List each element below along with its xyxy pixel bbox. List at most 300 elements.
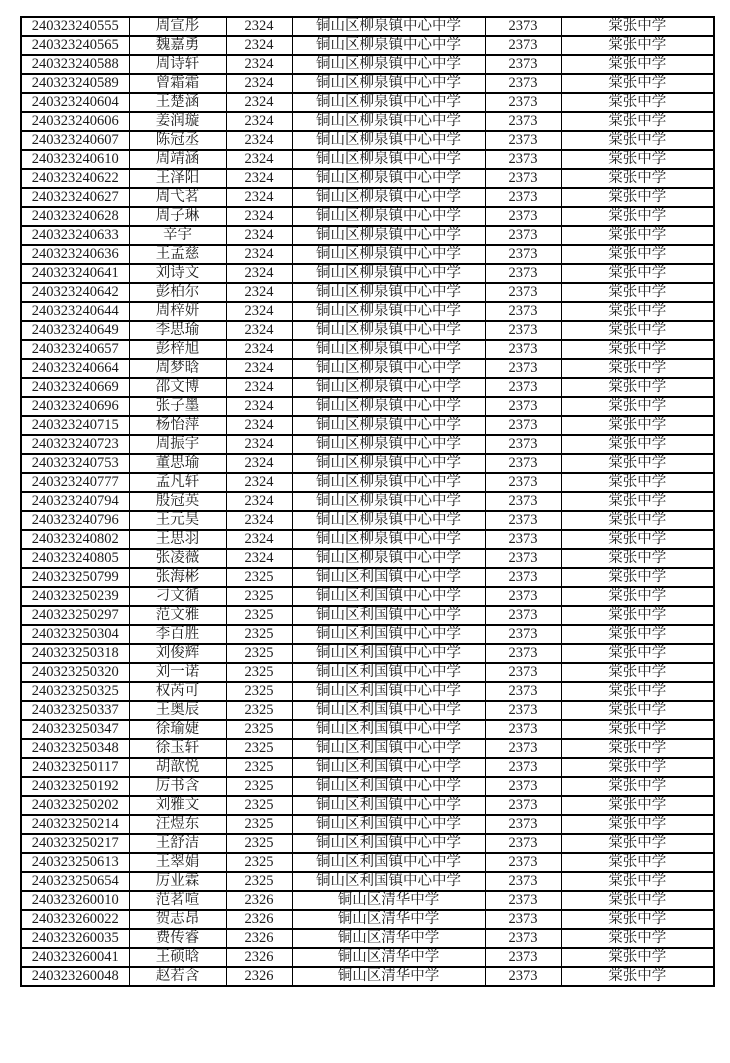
student-name-cell: 权芮可: [129, 682, 226, 701]
assigned-school-name-cell: 棠张中学: [561, 720, 714, 739]
origin-school-code-cell: 2325: [226, 568, 292, 587]
student-id-cell: 240323250304: [21, 625, 129, 644]
assigned-school-name-cell: 棠张中学: [561, 682, 714, 701]
origin-school-code-cell: 2325: [226, 682, 292, 701]
origin-school-name-cell: 铜山区柳泉镇中心中学: [292, 321, 485, 340]
assigned-school-name-cell: 棠张中学: [561, 891, 714, 910]
origin-school-name-cell: 铜山区柳泉镇中心中学: [292, 188, 485, 207]
student-name-cell: 周振宇: [129, 435, 226, 454]
student-name-cell: 王孟慈: [129, 245, 226, 264]
origin-school-name-cell: 铜山区柳泉镇中心中学: [292, 112, 485, 131]
origin-school-code-cell: 2325: [226, 796, 292, 815]
student-id-cell: 240323240555: [21, 17, 129, 36]
student-name-cell: 孟凡轩: [129, 473, 226, 492]
origin-school-code-cell: 2326: [226, 910, 292, 929]
origin-school-code-cell: 2325: [226, 606, 292, 625]
assigned-school-code-cell: 2373: [485, 435, 561, 454]
assigned-school-name-cell: 棠张中学: [561, 264, 714, 283]
student-id-cell: 240323240633: [21, 226, 129, 245]
origin-school-code-cell: 2324: [226, 169, 292, 188]
assigned-school-code-cell: 2373: [485, 226, 561, 245]
student-name-cell: 费传睿: [129, 929, 226, 948]
table-row: [21, 891, 714, 910]
origin-school-name-cell: 铜山区柳泉镇中心中学: [292, 397, 485, 416]
assigned-school-code-cell: 2373: [485, 169, 561, 188]
student-id-cell: 240323240802: [21, 530, 129, 549]
assigned-school-code-cell: 2373: [485, 188, 561, 207]
origin-school-code-cell: 2326: [226, 929, 292, 948]
student-name-cell: 刘雅文: [129, 796, 226, 815]
origin-school-code-cell: 2324: [226, 245, 292, 264]
assigned-school-code-cell: 2373: [485, 682, 561, 701]
assigned-school-code-cell: 2373: [485, 739, 561, 758]
origin-school-name-cell: 铜山区柳泉镇中心中学: [292, 340, 485, 359]
origin-school-code-cell: 2324: [226, 226, 292, 245]
student-name-cell: 殷冠英: [129, 492, 226, 511]
student-id-cell: 240323240607: [21, 131, 129, 150]
origin-school-code-cell: 2326: [226, 967, 292, 986]
origin-school-name-cell: 铜山区柳泉镇中心中学: [292, 378, 485, 397]
student-id-cell: 240323240794: [21, 492, 129, 511]
student-name-cell: 周宣彤: [129, 17, 226, 36]
assigned-school-name-cell: 棠张中学: [561, 834, 714, 853]
origin-school-name-cell: 铜山区清华中学: [292, 948, 485, 967]
origin-school-name-cell: 铜山区柳泉镇中心中学: [292, 36, 485, 55]
origin-school-code-cell: 2324: [226, 302, 292, 321]
student-name-cell: 范文雅: [129, 606, 226, 625]
origin-school-code-cell: 2324: [226, 359, 292, 378]
student-name-cell: 李思瑜: [129, 321, 226, 340]
student-name-cell: 张凌薇: [129, 549, 226, 568]
table-row: [21, 93, 714, 112]
table-row: [21, 169, 714, 188]
assigned-school-name-cell: 棠张中学: [561, 872, 714, 891]
origin-school-name-cell: 铜山区利国镇中心中学: [292, 758, 485, 777]
assigned-school-code-cell: 2373: [485, 967, 561, 986]
student-name-cell: 王硕晗: [129, 948, 226, 967]
student-id-cell: 240323240696: [21, 397, 129, 416]
assigned-school-name-cell: 棠张中学: [561, 815, 714, 834]
origin-school-name-cell: 铜山区柳泉镇中心中学: [292, 150, 485, 169]
student-name-cell: 厉业霖: [129, 872, 226, 891]
table-row: [21, 853, 714, 872]
origin-school-name-cell: 铜山区利国镇中心中学: [292, 853, 485, 872]
origin-school-code-cell: 2324: [226, 340, 292, 359]
origin-school-code-cell: 2324: [226, 188, 292, 207]
origin-school-code-cell: 2324: [226, 131, 292, 150]
origin-school-name-cell: 铜山区柳泉镇中心中学: [292, 549, 485, 568]
student-name-cell: 张子墨: [129, 397, 226, 416]
table-row: [21, 245, 714, 264]
assigned-school-code-cell: 2373: [485, 834, 561, 853]
table-row: [21, 929, 714, 948]
assigned-school-code-cell: 2373: [485, 549, 561, 568]
student-id-cell: 240323240753: [21, 454, 129, 473]
assigned-school-name-cell: 棠张中学: [561, 530, 714, 549]
origin-school-code-cell: 2324: [226, 93, 292, 112]
student-name-cell: 姜润璇: [129, 112, 226, 131]
student-name-cell: 王泽阳: [129, 169, 226, 188]
table-row: [21, 321, 714, 340]
origin-school-code-cell: 2324: [226, 112, 292, 131]
assigned-school-code-cell: 2373: [485, 492, 561, 511]
origin-school-code-cell: 2324: [226, 150, 292, 169]
student-id-cell: 240323240715: [21, 416, 129, 435]
table-row: [21, 701, 714, 720]
student-name-cell: 彭梓旭: [129, 340, 226, 359]
origin-school-name-cell: 铜山区利国镇中心中学: [292, 568, 485, 587]
table-row: [21, 739, 714, 758]
table-row: [21, 188, 714, 207]
student-id-cell: 240323250320: [21, 663, 129, 682]
origin-school-code-cell: 2325: [226, 720, 292, 739]
table-row: [21, 302, 714, 321]
table-row: [21, 644, 714, 663]
assigned-school-name-cell: 棠张中学: [561, 17, 714, 36]
origin-school-name-cell: 铜山区清华中学: [292, 967, 485, 986]
assigned-school-name-cell: 棠张中学: [561, 625, 714, 644]
table-row: [21, 910, 714, 929]
assigned-school-name-cell: 棠张中学: [561, 910, 714, 929]
table-row: [21, 815, 714, 834]
student-id-cell: 240323250613: [21, 853, 129, 872]
assigned-school-code-cell: 2373: [485, 283, 561, 302]
student-name-cell: 曾霜霜: [129, 74, 226, 93]
student-id-cell: 240323240723: [21, 435, 129, 454]
table-row: [21, 796, 714, 815]
table-row: [21, 625, 714, 644]
student-name-cell: 刘一诺: [129, 663, 226, 682]
assigned-school-name-cell: 棠张中学: [561, 967, 714, 986]
student-id-cell: 240323250348: [21, 739, 129, 758]
assigned-school-name-cell: 棠张中学: [561, 435, 714, 454]
table-row: [21, 207, 714, 226]
origin-school-name-cell: 铜山区柳泉镇中心中学: [292, 93, 485, 112]
origin-school-code-cell: 2326: [226, 948, 292, 967]
assigned-school-name-cell: 棠张中学: [561, 701, 714, 720]
student-name-cell: 周弋茗: [129, 188, 226, 207]
assigned-school-name-cell: 棠张中学: [561, 853, 714, 872]
origin-school-name-cell: 铜山区柳泉镇中心中学: [292, 359, 485, 378]
origin-school-code-cell: 2324: [226, 17, 292, 36]
student-id-cell: 240323260010: [21, 891, 129, 910]
assigned-school-code-cell: 2373: [485, 568, 561, 587]
assigned-school-code-cell: 2373: [485, 511, 561, 530]
table-row: [21, 606, 714, 625]
assigned-school-code-cell: 2373: [485, 701, 561, 720]
table-row: [21, 435, 714, 454]
origin-school-code-cell: 2325: [226, 834, 292, 853]
origin-school-code-cell: 2324: [226, 454, 292, 473]
assigned-school-code-cell: 2373: [485, 910, 561, 929]
assigned-school-name-cell: 棠张中学: [561, 948, 714, 967]
origin-school-name-cell: 铜山区清华中学: [292, 891, 485, 910]
student-id-cell: 240323240641: [21, 264, 129, 283]
assigned-school-name-cell: 棠张中学: [561, 416, 714, 435]
assigned-school-code-cell: 2373: [485, 777, 561, 796]
student-id-cell: 240323240628: [21, 207, 129, 226]
assigned-school-code-cell: 2373: [485, 397, 561, 416]
origin-school-name-cell: 铜山区利国镇中心中学: [292, 663, 485, 682]
table-row: [21, 511, 714, 530]
origin-school-code-cell: 2324: [226, 74, 292, 93]
origin-school-code-cell: 2325: [226, 815, 292, 834]
origin-school-code-cell: 2324: [226, 416, 292, 435]
origin-school-name-cell: 铜山区利国镇中心中学: [292, 701, 485, 720]
assigned-school-code-cell: 2373: [485, 416, 561, 435]
origin-school-name-cell: 铜山区柳泉镇中心中学: [292, 169, 485, 188]
table-row: [21, 492, 714, 511]
student-id-cell: 240323240589: [21, 74, 129, 93]
origin-school-code-cell: 2325: [226, 758, 292, 777]
assigned-school-name-cell: 棠张中学: [561, 245, 714, 264]
assigned-school-code-cell: 2373: [485, 207, 561, 226]
student-name-cell: 董思瑜: [129, 454, 226, 473]
student-id-cell: 240323240669: [21, 378, 129, 397]
origin-school-code-cell: 2324: [226, 36, 292, 55]
assigned-school-code-cell: 2373: [485, 150, 561, 169]
assigned-school-name-cell: 棠张中学: [561, 568, 714, 587]
student-id-cell: 240323260035: [21, 929, 129, 948]
table-row: [21, 473, 714, 492]
student-id-cell: 240323240649: [21, 321, 129, 340]
assigned-school-name-cell: 棠张中学: [561, 606, 714, 625]
origin-school-code-cell: 2324: [226, 492, 292, 511]
table-row: [21, 682, 714, 701]
assigned-school-code-cell: 2373: [485, 625, 561, 644]
assigned-school-code-cell: 2373: [485, 359, 561, 378]
assigned-school-code-cell: 2373: [485, 948, 561, 967]
student-name-cell: 张海彬: [129, 568, 226, 587]
assigned-school-code-cell: 2373: [485, 378, 561, 397]
assigned-school-code-cell: 2373: [485, 891, 561, 910]
origin-school-name-cell: 铜山区柳泉镇中心中学: [292, 511, 485, 530]
origin-school-name-cell: 铜山区柳泉镇中心中学: [292, 302, 485, 321]
origin-school-name-cell: 铜山区柳泉镇中心中学: [292, 416, 485, 435]
student-id-cell: 240323250192: [21, 777, 129, 796]
origin-school-name-cell: 铜山区清华中学: [292, 910, 485, 929]
table-row: [21, 530, 714, 549]
origin-school-name-cell: 铜山区柳泉镇中心中学: [292, 55, 485, 74]
assigned-school-code-cell: 2373: [485, 473, 561, 492]
assigned-school-name-cell: 棠张中学: [561, 511, 714, 530]
student-name-cell: 周梓妍: [129, 302, 226, 321]
student-name-cell: 王翠娟: [129, 853, 226, 872]
student-id-cell: 240323260022: [21, 910, 129, 929]
assigned-school-name-cell: 棠张中学: [561, 302, 714, 321]
student-name-cell: 贺志昂: [129, 910, 226, 929]
student-id-cell: 240323250117: [21, 758, 129, 777]
assigned-school-code-cell: 2373: [485, 55, 561, 74]
assigned-school-name-cell: 棠张中学: [561, 283, 714, 302]
student-name-cell: 辛宇: [129, 226, 226, 245]
student-id-cell: 240323240604: [21, 93, 129, 112]
origin-school-name-cell: 铜山区利国镇中心中学: [292, 834, 485, 853]
student-id-cell: 240323240610: [21, 150, 129, 169]
assigned-school-code-cell: 2373: [485, 796, 561, 815]
origin-school-code-cell: 2325: [226, 853, 292, 872]
origin-school-code-cell: 2325: [226, 739, 292, 758]
student-name-cell: 王楚涵: [129, 93, 226, 112]
assigned-school-code-cell: 2373: [485, 340, 561, 359]
student-id-cell: 240323240657: [21, 340, 129, 359]
student-id-cell: 240323250214: [21, 815, 129, 834]
assigned-school-code-cell: 2373: [485, 815, 561, 834]
assigned-school-name-cell: 棠张中学: [561, 663, 714, 682]
student-id-cell: 240323250654: [21, 872, 129, 891]
origin-school-code-cell: 2325: [226, 625, 292, 644]
table-row: [21, 663, 714, 682]
assigned-school-name-cell: 棠张中学: [561, 473, 714, 492]
assigned-school-name-cell: 棠张中学: [561, 359, 714, 378]
student-id-cell: 240323240796: [21, 511, 129, 530]
assigned-school-code-cell: 2373: [485, 720, 561, 739]
origin-school-code-cell: 2325: [226, 587, 292, 606]
student-name-cell: 王舒洁: [129, 834, 226, 853]
student-id-cell: 240323240627: [21, 188, 129, 207]
table-row: [21, 872, 714, 891]
assigned-school-name-cell: 棠张中学: [561, 587, 714, 606]
assigned-school-name-cell: 棠张中学: [561, 150, 714, 169]
origin-school-code-cell: 2325: [226, 777, 292, 796]
student-name-cell: 王元昊: [129, 511, 226, 530]
student-name-cell: 徐瑜婕: [129, 720, 226, 739]
assigned-school-name-cell: 棠张中学: [561, 321, 714, 340]
student-id-cell: 240323250202: [21, 796, 129, 815]
table-row: [21, 397, 714, 416]
student-name-cell: 周梦晗: [129, 359, 226, 378]
assigned-school-code-cell: 2373: [485, 93, 561, 112]
origin-school-name-cell: 铜山区利国镇中心中学: [292, 720, 485, 739]
assigned-school-code-cell: 2373: [485, 644, 561, 663]
student-id-cell: 240323240644: [21, 302, 129, 321]
student-name-cell: 周子琳: [129, 207, 226, 226]
student-id-cell: 240323240636: [21, 245, 129, 264]
student-id-cell: 240323240588: [21, 55, 129, 74]
table-row: [21, 36, 714, 55]
student-name-cell: 周诗轩: [129, 55, 226, 74]
origin-school-code-cell: 2324: [226, 283, 292, 302]
table-row: [21, 131, 714, 150]
assigned-school-name-cell: 棠张中学: [561, 188, 714, 207]
table-row: [21, 720, 714, 739]
origin-school-name-cell: 铜山区柳泉镇中心中学: [292, 245, 485, 264]
student-id-cell: 240323250217: [21, 834, 129, 853]
student-id-cell: 240323250347: [21, 720, 129, 739]
assigned-school-name-cell: 棠张中学: [561, 36, 714, 55]
student-name-cell: 汪煜东: [129, 815, 226, 834]
origin-school-code-cell: 2325: [226, 663, 292, 682]
assigned-school-name-cell: 棠张中学: [561, 644, 714, 663]
assigned-school-name-cell: 棠张中学: [561, 226, 714, 245]
assigned-school-code-cell: 2373: [485, 302, 561, 321]
student-name-cell: 刘俊辉: [129, 644, 226, 663]
student-name-cell: 赵若含: [129, 967, 226, 986]
origin-school-code-cell: 2324: [226, 321, 292, 340]
assigned-school-name-cell: 棠张中学: [561, 93, 714, 112]
assigned-school-code-cell: 2373: [485, 264, 561, 283]
student-name-cell: 邵文博: [129, 378, 226, 397]
origin-school-name-cell: 铜山区利国镇中心中学: [292, 796, 485, 815]
origin-school-code-cell: 2324: [226, 549, 292, 568]
assigned-school-name-cell: 棠张中学: [561, 929, 714, 948]
student-name-cell: 周靖涵: [129, 150, 226, 169]
student-name-cell: 王思羽: [129, 530, 226, 549]
assigned-school-code-cell: 2373: [485, 112, 561, 131]
assigned-school-code-cell: 2373: [485, 587, 561, 606]
table-row: [21, 948, 714, 967]
table-row: [21, 359, 714, 378]
assigned-school-name-cell: 棠张中学: [561, 112, 714, 131]
origin-school-name-cell: 铜山区利国镇中心中学: [292, 587, 485, 606]
origin-school-code-cell: 2325: [226, 644, 292, 663]
student-name-cell: 范茗喧: [129, 891, 226, 910]
assigned-school-name-cell: 棠张中学: [561, 378, 714, 397]
student-name-cell: 陈冠丞: [129, 131, 226, 150]
origin-school-name-cell: 铜山区利国镇中心中学: [292, 872, 485, 891]
origin-school-name-cell: 铜山区柳泉镇中心中学: [292, 473, 485, 492]
origin-school-code-cell: 2325: [226, 701, 292, 720]
origin-school-name-cell: 铜山区柳泉镇中心中学: [292, 492, 485, 511]
assigned-school-name-cell: 棠张中学: [561, 397, 714, 416]
assigned-school-code-cell: 2373: [485, 758, 561, 777]
assigned-school-code-cell: 2373: [485, 321, 561, 340]
origin-school-name-cell: 铜山区柳泉镇中心中学: [292, 435, 485, 454]
table-row: [21, 568, 714, 587]
assigned-school-name-cell: 棠张中学: [561, 739, 714, 758]
origin-school-name-cell: 铜山区清华中学: [292, 929, 485, 948]
student-id-cell: 240323240664: [21, 359, 129, 378]
origin-school-name-cell: 铜山区利国镇中心中学: [292, 644, 485, 663]
student-name-cell: 王奥辰: [129, 701, 226, 720]
table-row: [21, 55, 714, 74]
origin-school-code-cell: 2324: [226, 511, 292, 530]
table-row: [21, 967, 714, 986]
student-name-cell: 厉书含: [129, 777, 226, 796]
assigned-school-name-cell: 棠张中学: [561, 74, 714, 93]
origin-school-name-cell: 铜山区利国镇中心中学: [292, 606, 485, 625]
table-row: [21, 150, 714, 169]
origin-school-name-cell: 铜山区柳泉镇中心中学: [292, 131, 485, 150]
assigned-school-name-cell: 棠张中学: [561, 207, 714, 226]
table-row: [21, 777, 714, 796]
origin-school-name-cell: 铜山区利国镇中心中学: [292, 682, 485, 701]
student-name-cell: 徐玉轩: [129, 739, 226, 758]
origin-school-name-cell: 铜山区柳泉镇中心中学: [292, 283, 485, 302]
student-id-cell: 240323250318: [21, 644, 129, 663]
table-row: [21, 283, 714, 302]
origin-school-code-cell: 2324: [226, 397, 292, 416]
student-id-cell: 240323250297: [21, 606, 129, 625]
table-row: [21, 416, 714, 435]
table-row: [21, 112, 714, 131]
student-name-cell: 李百胜: [129, 625, 226, 644]
table-row: [21, 834, 714, 853]
origin-school-code-cell: 2324: [226, 264, 292, 283]
table-row: [21, 74, 714, 93]
assigned-school-name-cell: 棠张中学: [561, 131, 714, 150]
student-id-cell: 240323250325: [21, 682, 129, 701]
assigned-school-name-cell: 棠张中学: [561, 340, 714, 359]
assigned-school-code-cell: 2373: [485, 245, 561, 264]
assigned-school-code-cell: 2373: [485, 929, 561, 948]
origin-school-name-cell: 铜山区利国镇中心中学: [292, 625, 485, 644]
student-name-cell: 刘诗文: [129, 264, 226, 283]
assigned-school-name-cell: 棠张中学: [561, 758, 714, 777]
assigned-school-code-cell: 2373: [485, 454, 561, 473]
origin-school-name-cell: 铜山区利国镇中心中学: [292, 777, 485, 796]
table-body: [21, 17, 714, 986]
